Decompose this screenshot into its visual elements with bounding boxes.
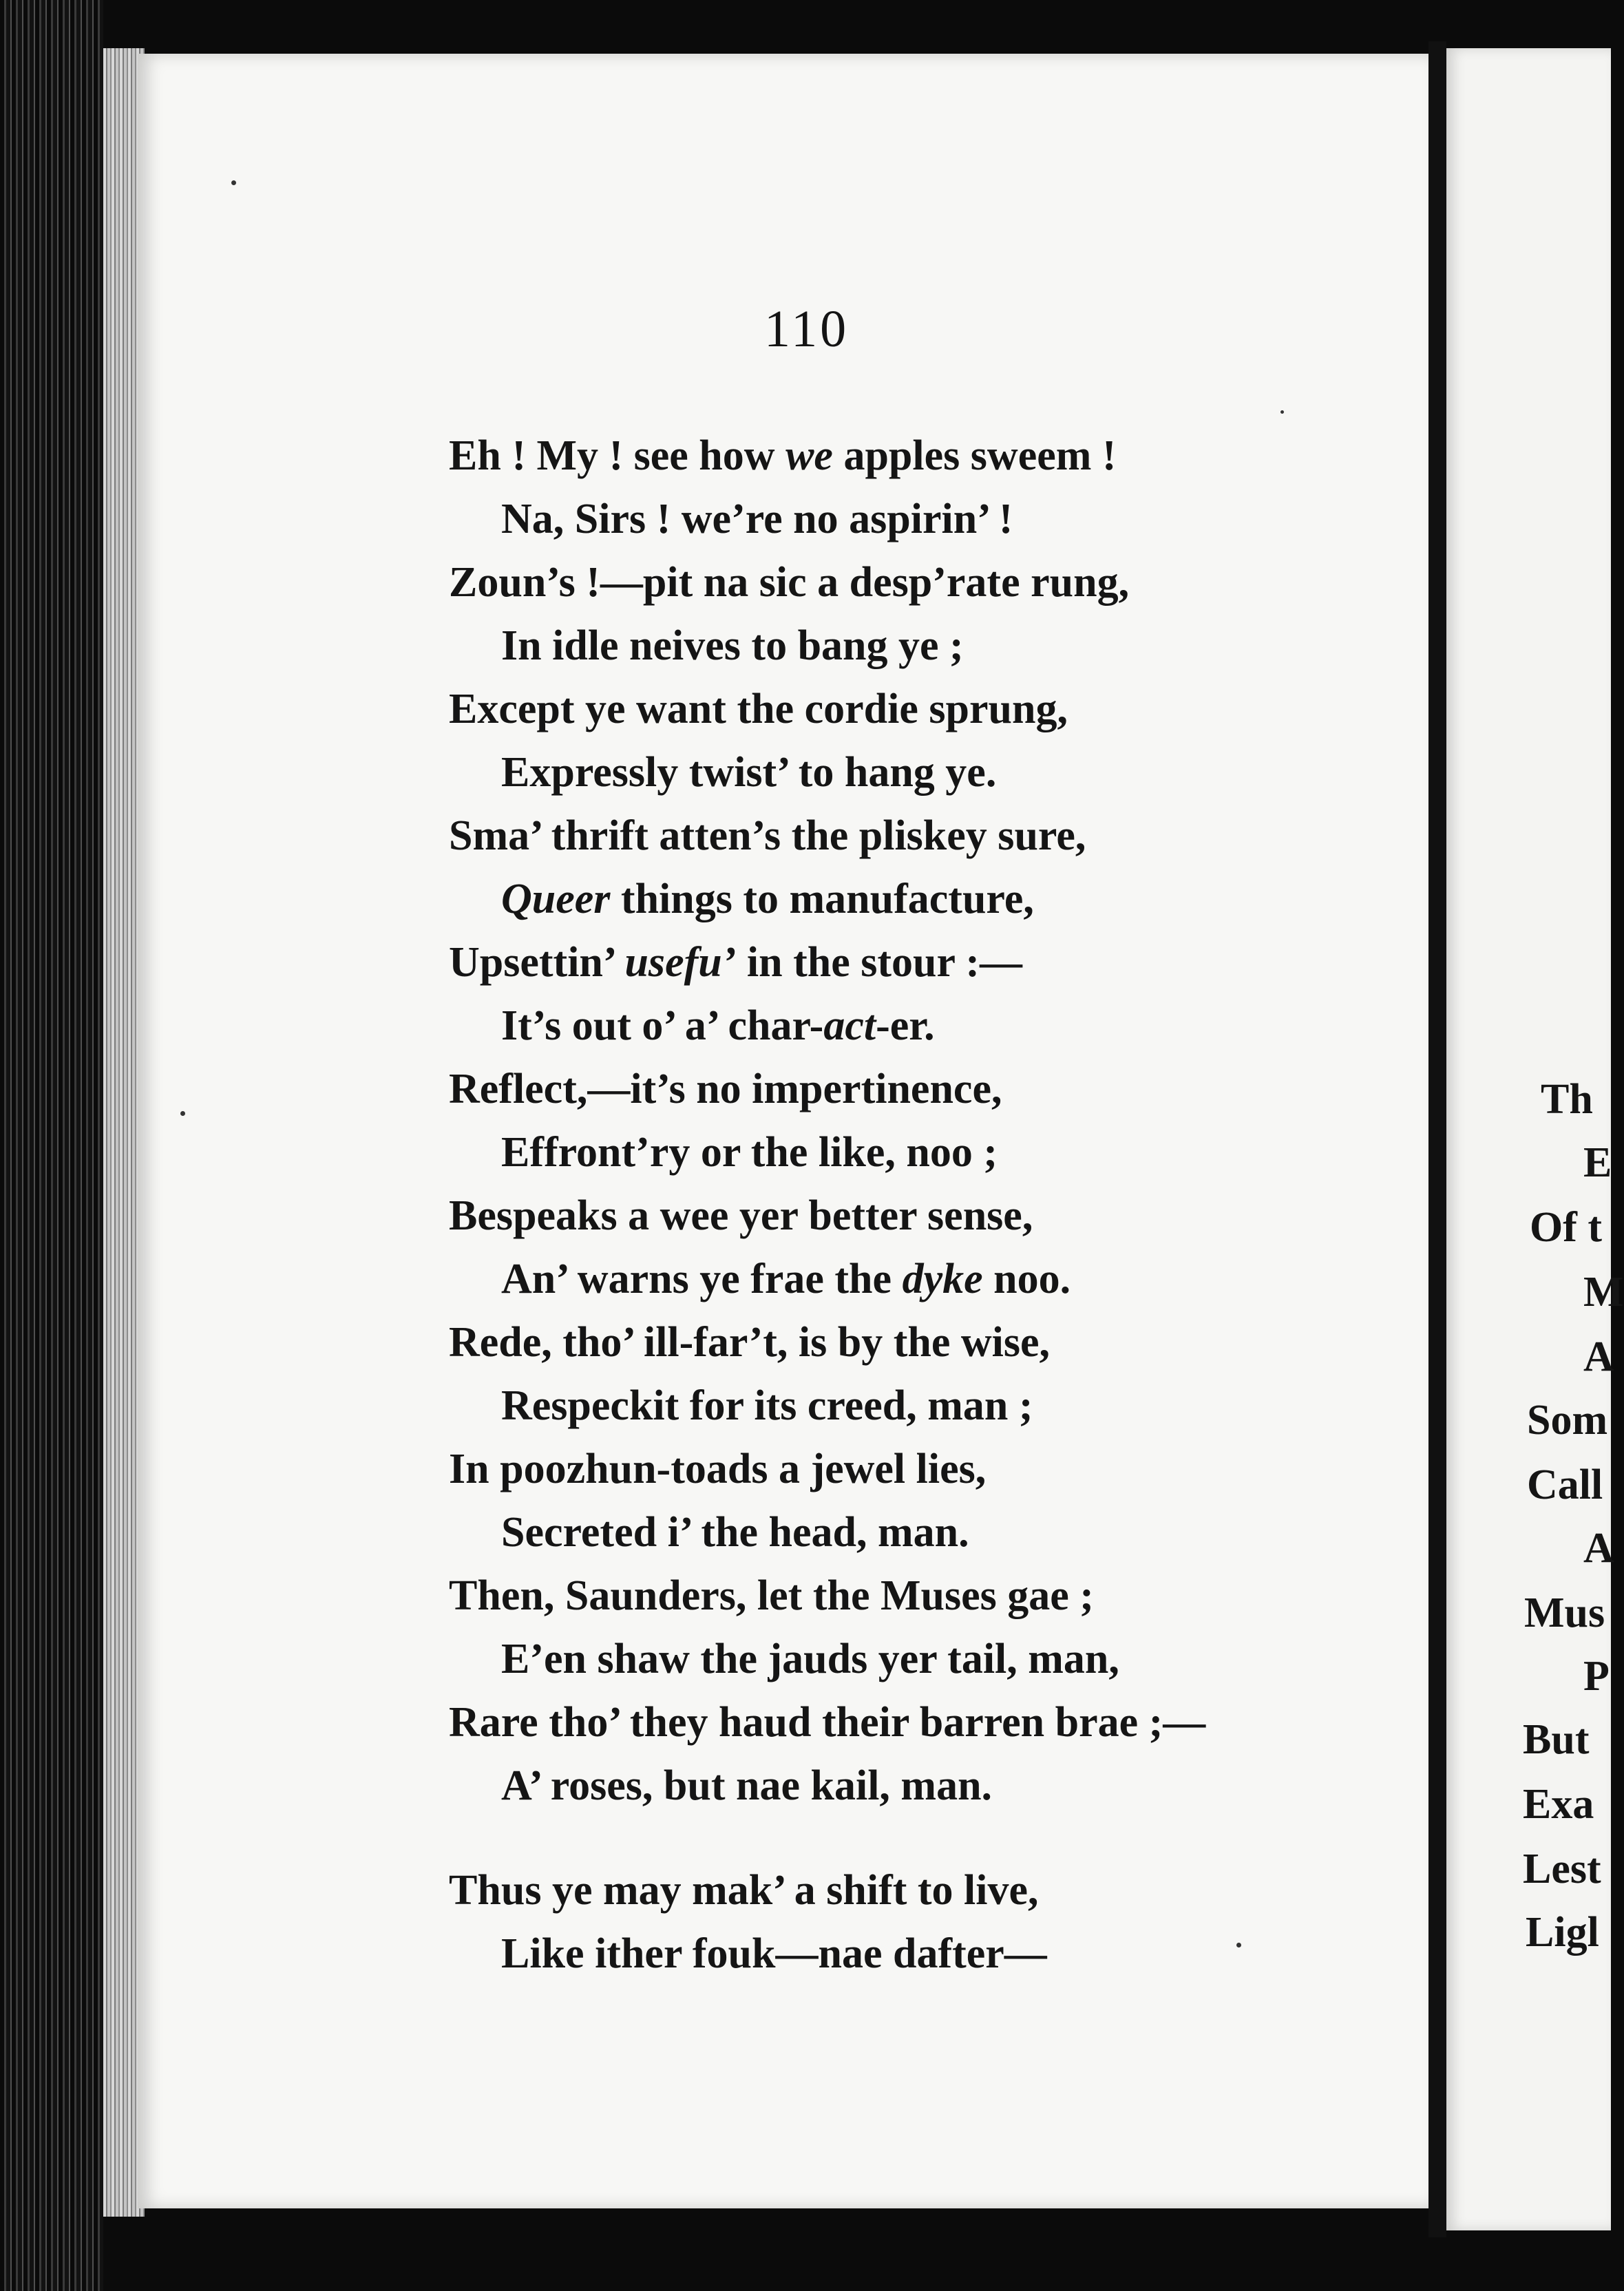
poem-line-text: In poozhun-toads a jewel lies, (449, 1446, 987, 1492)
facing-line: A (1583, 1333, 1614, 1380)
poem-line (449, 1437, 1358, 1501)
poem-line (449, 1754, 1358, 1817)
poem-line-text: Reflect,—it’s no impertinence, (449, 1066, 1002, 1112)
poem-line (449, 487, 1358, 551)
poem-line (449, 1121, 1358, 1184)
poem-line (449, 1184, 1358, 1247)
facing-line: A (1583, 1525, 1614, 1572)
facing-line: Of t (1530, 1204, 1603, 1251)
book-spine-edge (0, 0, 103, 2291)
poem-text (449, 424, 1358, 1985)
poem-line-text: Rede, tho’ ill-far’t, is by the wise, (449, 1319, 1050, 1366)
poem-line-text: Except ye want the cordie sprung, (449, 686, 1068, 732)
poem-line (449, 1247, 1358, 1311)
poem-line-italic: usefu’ (624, 939, 737, 986)
facing-line: Th (1541, 1076, 1593, 1123)
poem-line-text: Expressly twist’ to hang ye. (501, 749, 997, 796)
poem-line (449, 1859, 1358, 1922)
poem-line-text: E’en shaw the jauds yer tail, man, (501, 1636, 1119, 1682)
poem-line (449, 677, 1358, 741)
poem-line-text: in the stour :— (736, 939, 1023, 986)
poem-line-italic: act (823, 1002, 876, 1049)
poem-line (449, 424, 1358, 487)
poem-line (449, 867, 1358, 931)
poem-line-text: Respeckit for its creed, man ; (501, 1382, 1033, 1429)
poem-line-text: Like ither fouk—nae dafter— (501, 1930, 1047, 1977)
poem-line-text: It’s out o’ a’ char- (501, 1002, 824, 1049)
facing-line: But (1523, 1716, 1590, 1763)
poem-line-text: Thus ye may mak’ a shift to live, (449, 1867, 1039, 1914)
book-gutter (1428, 41, 1446, 2237)
ink-speck (1236, 1943, 1241, 1947)
poem-line (449, 741, 1358, 804)
poem-line (449, 614, 1358, 677)
facing-line: Ligl (1526, 1909, 1599, 1956)
poem-line-text: Secreted i’ the head, man. (501, 1509, 969, 1556)
poem-line-italic: dyke (902, 1256, 983, 1302)
facing-line: M (1583, 1269, 1624, 1316)
poem-line (449, 994, 1358, 1057)
poem-line-text: noo. (982, 1256, 1071, 1302)
poem-line-text: Na, Sirs ! we’re no aspirin’ ! (501, 496, 1013, 542)
poem-line-italic: we (785, 432, 833, 479)
poem-line (449, 1501, 1358, 1564)
poem-line-italic: Queer (501, 876, 611, 922)
poem-line-text: A’ roses, but nae kail, man. (501, 1762, 993, 1809)
poem-line (449, 1627, 1358, 1691)
facing-line: Exa (1523, 1781, 1594, 1828)
facing-line: Lest (1523, 1846, 1601, 1892)
poem-line-text: apples sweem ! (832, 432, 1117, 479)
poem-line-text: Zoun’s !—pit na sic a desp’rate rung, (449, 559, 1130, 606)
poem-line (449, 1374, 1358, 1437)
facing-line: E (1583, 1139, 1612, 1186)
poem-line-text: -er. (876, 1002, 935, 1049)
poem-line-text: Then, Saunders, let the Muses gae ; (449, 1572, 1094, 1619)
poem-line (449, 1922, 1358, 1985)
facing-line: Call (1527, 1461, 1603, 1508)
poem-line (449, 1691, 1358, 1754)
ink-speck (180, 1111, 185, 1116)
poem-line (449, 1564, 1358, 1627)
poem-line-text: Bespeaks a wee yer better sense, (449, 1192, 1033, 1239)
poem-line-text: Eh ! My ! see how (449, 432, 786, 479)
ink-speck (231, 180, 236, 185)
poem-line (449, 804, 1358, 867)
poem-line-text: In idle neives to bang ye ; (501, 622, 964, 669)
poem-line (449, 1057, 1358, 1121)
page-number: 110 (764, 300, 850, 358)
facing-line: Som (1527, 1397, 1608, 1444)
poem-line (449, 931, 1358, 994)
poem-line (449, 1311, 1358, 1374)
poem-line-text: An’ warns ye frae the (501, 1256, 903, 1302)
poem-line-text: Rare tho’ they haud their barren brae ;— (449, 1699, 1206, 1746)
poem-line-text: Sma’ thrift atten’s the pliskey sure, (449, 812, 1086, 859)
poem-line-text: things to manufacture, (610, 876, 1034, 922)
poem-line (449, 551, 1358, 614)
poem-line-text: Upsettin’ (449, 939, 625, 986)
facing-line: P (1583, 1653, 1610, 1700)
poem-line-text: Effront’ry or the like, noo ; (501, 1129, 998, 1176)
facing-line: Mus (1524, 1590, 1605, 1636)
ink-speck (1280, 410, 1284, 414)
